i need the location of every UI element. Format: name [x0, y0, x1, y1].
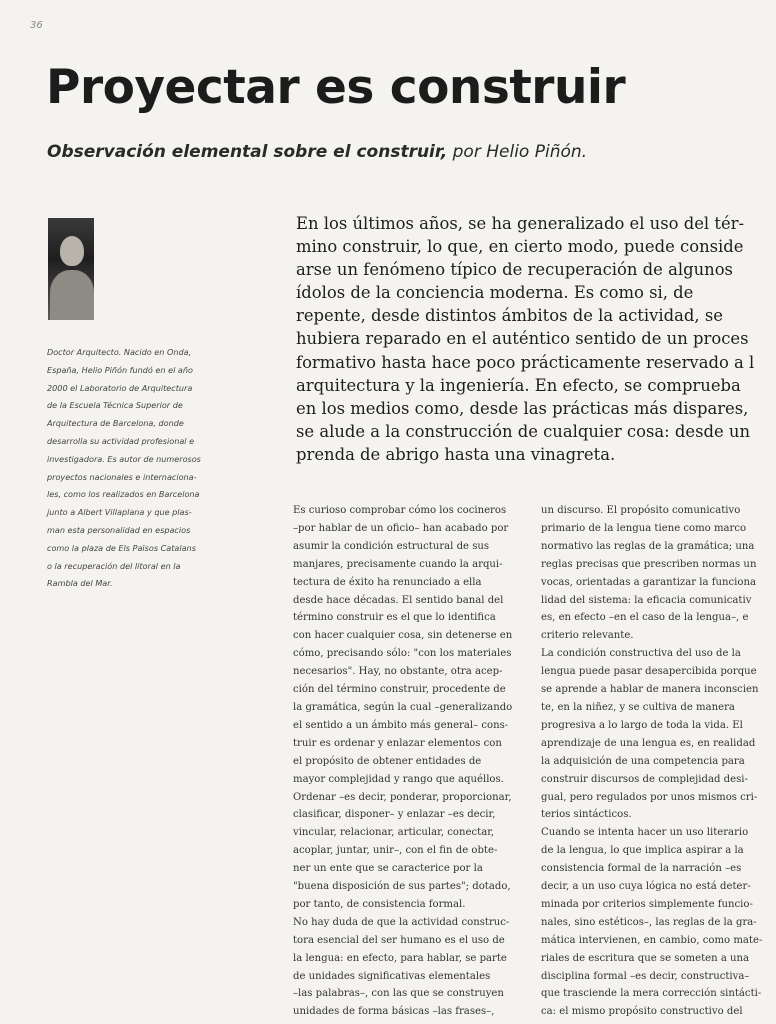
- text-line: de la lengua, lo que implica aspirar a la: [541, 845, 744, 857]
- text-line: gual, pero regulados por unos mismos cri-: [541, 791, 758, 803]
- text-line: la gramática, según la cual –generalizando: [293, 701, 513, 713]
- text-line: Doctor Arquitecto. Nacido en Onda,: [47, 347, 192, 357]
- body-column-left: [293, 502, 528, 1018]
- text-line: clasificar, disponer– y enlazar –es decir,: [293, 809, 496, 821]
- text-line: junto a Albert Villaplana y que plas-: [47, 507, 192, 518]
- text-line: asumir la condición estructural de sus: [293, 540, 490, 552]
- text-line: un discurso. El propósito comunicativo: [541, 505, 741, 516]
- text-line: consistencia formal de la narración –es: [541, 863, 742, 875]
- text-line: Arquitectura de Barcelona, donde: [47, 418, 184, 429]
- text-line: mino construir, lo que, en cierto modo, puede conside: [296, 237, 744, 257]
- text-line: hubiera reparado en el auténtico sentido de un proces: [296, 329, 749, 349]
- text-line: No hay duda de que la actividad construc-: [293, 916, 510, 928]
- text-line: acoplar, juntar, unir–, con el fin de obte-: [293, 845, 498, 857]
- text-line: mayor complejidad y rango que aquéllos.: [293, 773, 504, 785]
- author-photo-face: [60, 236, 84, 266]
- text-line: de la Escuela Técnica Superior de: [47, 400, 183, 411]
- text-line: truir es ordenar y enlazar elementos con: [293, 737, 502, 749]
- text-line: desde hace décadas. El sentido banal del: [293, 594, 504, 606]
- text-line: repente, desde distintos ámbitos de la actividad, se: [296, 306, 723, 326]
- text-line: –las palabras–, con las que se construyen: [293, 988, 504, 1000]
- text-line: es, en efecto –en el caso de la lengua–, e: [541, 612, 749, 624]
- text-line: disciplina formal –es decir, constructiva–: [541, 970, 750, 982]
- author-photo: [48, 218, 94, 320]
- text-line: Ordenar –es decir, ponderar, proporcionar,: [293, 791, 512, 803]
- text-line: que trasciende la mera corrección sintácti-: [541, 988, 762, 1000]
- text-line: –por hablar de un oficio– han acabado por: [293, 522, 509, 534]
- text-line: unidades de forma básicas –las frases–,: [293, 1006, 495, 1018]
- text-line: 2000 el Laboratorio de Arquitectura: [47, 382, 193, 393]
- text-line: arquitectura y la ingeniería. En efecto, se comprueba: [296, 375, 741, 395]
- text-line: Es curioso comprobar cómo los cocineros: [293, 505, 507, 516]
- author-bio: [47, 344, 222, 593]
- text-line: prenda de abrigo hasta una vinagreta.: [296, 444, 616, 464]
- text-line: te, en la niñez, y se cultiva de manera: [541, 701, 735, 713]
- text-line: tectura de éxito ha renunciado a ella: [293, 576, 482, 588]
- intro-paragraph: [296, 212, 776, 466]
- text-line: normativo las reglas de la gramática; una: [541, 540, 755, 552]
- text-line: progresiva a lo largo de toda la vida. El: [541, 719, 743, 731]
- text-line: arse un fenómeno típico de recuperación de algunos: [296, 260, 733, 280]
- text-line: la adquisición de una competencia para: [541, 755, 745, 767]
- text-line: primario de la lengua tiene como marco: [541, 522, 747, 534]
- text-line: formativo hasta hace poco prácticamente reservado a l: [296, 352, 755, 372]
- article-title: Proyectar es construir: [46, 60, 626, 115]
- text-line: Cuando se intenta hacer un uso literario: [541, 827, 749, 839]
- body-column-right: [541, 502, 768, 1018]
- text-line: investigadora. Es autor de numerosos: [47, 453, 201, 464]
- subtitle-author: por Helio Piñón.: [447, 142, 588, 162]
- text-line: ídolos de la conciencia moderna. Es como si, de: [296, 283, 694, 303]
- text-line: manjares, precisamente cuando la arqui-: [293, 558, 503, 570]
- text-line: desarrolla su actividad profesional e: [47, 435, 195, 446]
- text-line: la lengua: en efecto, para hablar, se parte: [293, 952, 507, 964]
- text-line: reglas precisas que prescriben normas un: [541, 558, 757, 570]
- text-line: lidad del sistema: la eficacia comunicativ: [541, 594, 752, 606]
- text-line: "buena disposición de sus partes"; dotado,: [293, 881, 511, 893]
- text-line: construir discursos de complejidad desi-: [541, 773, 748, 785]
- text-line: se aprende a hablar de manera inconscien: [541, 684, 759, 696]
- text-line: ción del término construir, procedente de: [293, 684, 506, 696]
- author-photo-body: [50, 270, 94, 320]
- text-line: como la plaza de Els Països Catalans: [47, 542, 196, 553]
- text-line: tora esencial del ser humano es el uso de: [293, 934, 505, 946]
- subtitle-lead: Observación elemental sobre el construir,: [47, 142, 448, 162]
- text-line: les, como los realizados en Barcelona: [47, 489, 200, 500]
- text-line: criterio relevante.: [541, 630, 634, 642]
- text-line: nales, sino estéticos–, las reglas de la gra-: [541, 916, 757, 928]
- text-line: término construir es el que lo identifica: [293, 612, 496, 624]
- text-line: vincular, relacionar, articular, conectar,: [293, 827, 495, 839]
- text-line: se alude a la construcción de cualquier cosa: desde un: [296, 421, 750, 441]
- text-line: o la recuperación del litoral en la: [47, 560, 181, 571]
- page-number: 36: [30, 20, 43, 31]
- text-line: el sentido a un ámbito más general– cons-: [293, 719, 509, 731]
- text-line: En los últimos años, se ha generalizado el uso del tér-: [296, 214, 745, 233]
- text-line: terios sintácticos.: [541, 809, 632, 821]
- text-line: ca: el mismo propósito constructivo del: [541, 1006, 743, 1018]
- text-line: minada por criterios simplemente funcio-: [541, 898, 753, 910]
- text-line: aprendizaje de una lengua es, en realidad: [541, 737, 756, 749]
- article-subtitle: [47, 142, 587, 162]
- text-line: ner un ente que se caracterice por la: [293, 863, 483, 875]
- text-line: Rambla del Mar.: [47, 578, 113, 589]
- text-line: La condición constructiva del uso de la: [541, 648, 741, 660]
- text-line: necesarios". Hay, no obstante, otra acep-: [293, 666, 503, 678]
- text-line: vocas, orientadas a garantizar la funciona: [541, 576, 756, 588]
- text-line: cómo, precisando sólo: "con los materiales: [293, 648, 512, 660]
- text-line: man esta personalidad en espacios: [47, 524, 191, 535]
- text-line: España, Helio Piñón fundó en el año: [47, 364, 193, 375]
- text-line: decir, a un uso cuya lógica no está deter-: [541, 881, 751, 893]
- text-line: mática intervienen, en cambio, como mate-: [541, 934, 763, 946]
- text-line: con hacer cualquier cosa, sin detenerse en: [293, 630, 513, 642]
- text-line: en los medios como, desde las prácticas más dispares,: [296, 398, 749, 418]
- text-line: el propósito de obtener entidades de: [293, 755, 482, 767]
- text-line: lengua puede pasar desapercibida porque: [541, 666, 757, 678]
- text-line: riales de escritura que se someten a una: [541, 952, 750, 964]
- text-line: proyectos nacionales e internaciona-: [47, 471, 197, 482]
- text-line: por tanto, de consistencia formal.: [293, 898, 466, 910]
- text-line: de unidades significativas elementales: [293, 970, 491, 982]
